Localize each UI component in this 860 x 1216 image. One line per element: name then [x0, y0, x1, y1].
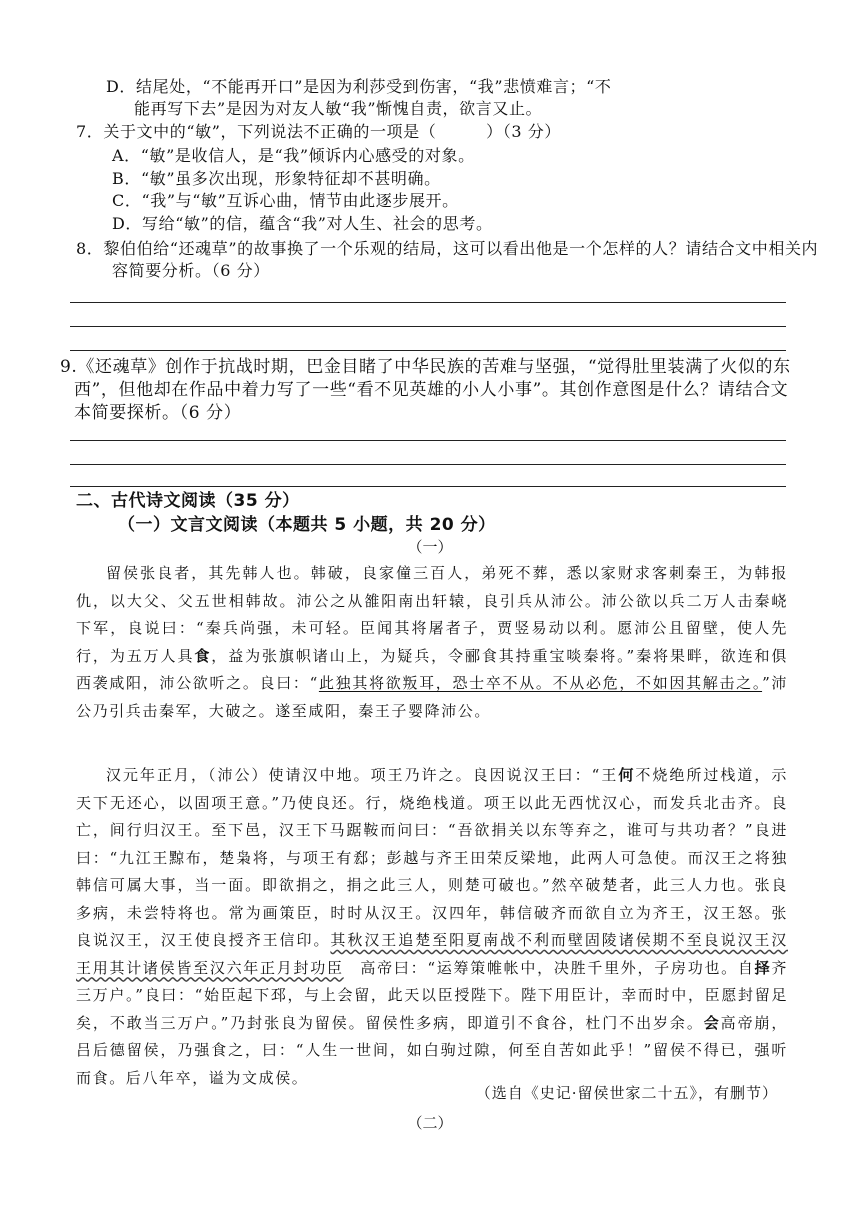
q8-answer-line-3	[70, 350, 786, 351]
p1-text-c: ，益为张旗帜诸山上，为疑兵，令郦食其持重宝啖秦将。”秦将果畔，欲连和俱西袭咸阳，沛公欲听之。良曰：“	[76, 646, 789, 692]
q6-option-d	[106, 76, 796, 120]
p2-text-g: 齐三万户。”良曰：“始臣起下邳，与上会留，此天以臣授陛下。陛下用臣计，幸而时中，臣愿封留足矣，不敢当三万户。”乃封张良为留侯。留侯性多病，即道引不食谷，杜门不出岁余。	[76, 958, 788, 1032]
p2-keyword-he: 何	[618, 766, 636, 784]
q6-option-d-line1: D．结尾处，“不能再开口”是因为利莎受到伤害，“我”悲愤难言；“不	[106, 77, 612, 96]
q8-answer-line-2	[70, 326, 786, 327]
q7-option-c: C．“我”与“敏”互诉心曲，情节由此逐步展开。	[112, 191, 459, 210]
q6-option-d-line2: 能再写下去”是因为对友人敏“我”惭愧自责，欲言又止。	[134, 99, 543, 118]
q7-stem: 7．关于文中的“敏”，下列说法不正确的一项是（ ）（3 分）	[76, 122, 562, 141]
q7-option-b: B．“敏”虽多次出现，形象特征却不甚明确。	[112, 169, 441, 188]
q7-option-a: A．“敏”是收信人，是“我”倾诉内心感受的对象。	[112, 146, 475, 165]
part-2-marker: （二）	[407, 1114, 453, 1132]
p1-underlined-sentence: 此独其将欲叛耳，恐士卒不从。不从必危，不如因其解击之。	[318, 674, 763, 692]
section-2-title: 二、古代诗文阅读（35 分）	[76, 491, 300, 511]
q9-answer-line-1	[70, 440, 786, 441]
part-1-marker: （一）	[407, 538, 453, 556]
p1-keyword-shi: 食	[194, 646, 212, 665]
section-2-subtitle: （一）文言文阅读（本题共 5 小题，共 20 分）	[118, 515, 496, 535]
p1-text-a: 留侯张良者，其先韩人也。韩破，良家僮三百人，弟死不葬，悉以家财求客刺秦王，为韩报仇，以大父、父五世相韩故。沛公之从雒阳南出轩辕，良引兵从沛公。沛公欲以兵二万人击秦峣下军，良说曰：“秦兵尚强，未可轻。臣闻其将屠者子，贾竖易动以利。愿沛公且留壁，使人先行，为五万人具	[76, 564, 788, 665]
q8-answer-line-1	[70, 302, 786, 303]
p2-text-i: 高帝崩，吕后德留侯，乃强食之，曰：“人生一世间，如白驹过隙，何至自苦如此乎！”留侯不得已，强听而食。后八年卒，谥为文成侯。	[76, 1013, 788, 1087]
p2-text-a: 汉元年正月，（沛公）使请汉中地。项王乃许之。良因说汉王曰：“王	[106, 766, 619, 784]
p2-keyword-ze: 择	[754, 958, 772, 977]
p2-wavy-underlined-sentence: 其秋汉王追楚至阳夏南战不利而壁固陵诸侯期不至良说汉王汉王用其计诸侯皆至汉六年正月封功臣	[76, 931, 788, 977]
q7-option-d: D．写给“敏”的信，蕴含“我”对人生、社会的思考。	[112, 214, 493, 233]
p2-keyword-hui: 会	[703, 1013, 721, 1032]
q9-answer-line-2	[70, 464, 786, 465]
passage-paragraph-1	[76, 560, 788, 725]
p2-text-e: 高帝曰：“运筹策帷帐中，决胜千里外，子房功也。自	[343, 958, 755, 977]
passage-source: （选自《史记·留侯世家二十五》，有删节）	[475, 1084, 778, 1102]
q8-stem: 8．黎伯伯给“还魂草”的故事换了一个乐观的结局，这可以看出他是一个怎样的人？请结合文中相关内容简要分析。（6 分）	[76, 239, 819, 280]
p1-text-e: ”沛公乃引兵击秦军，大破之。遂至咸阳，秦王子婴降沛公。	[76, 674, 789, 720]
passage-paragraph-2	[76, 762, 788, 1092]
p2-text-c: 不烧绝所过栈道，示天下无还心，以固项王意。”乃使良还。行，烧绝栈道。项王以此无西忧汉心，而发兵北击齐。良亡，间行归汉王。至下邑，汉王下马踞鞍而问曰：“吾欲捐关以东等弃之，谁可与共功者？”良进曰：“九江王黥布，楚枭将，与项王有郄；彭越与齐王田荣反梁地，此两人可急使。而汉王之将独韩信可属大事，当一面。即欲捐之，捐之此三人，则楚可破也。”然卒破楚者，此三人力也。张良多病，未尝特将也。常为画策臣，时时从汉王。汉四年，韩信破齐而欲自立为齐王，汉王怒。张良说汉王，汉王使良授齐王信印。	[76, 766, 789, 949]
q9-stem: 9.《还魂草》创作于抗战时期，巴金目睹了中华民族的苦难与坚强，“觉得肚里装满了火似的东西”，但他却在作品中着力写了一些“看不见英雄的小人小事”。其创作意图是什么？请结合文本简要探析。（6 分）	[60, 357, 791, 423]
